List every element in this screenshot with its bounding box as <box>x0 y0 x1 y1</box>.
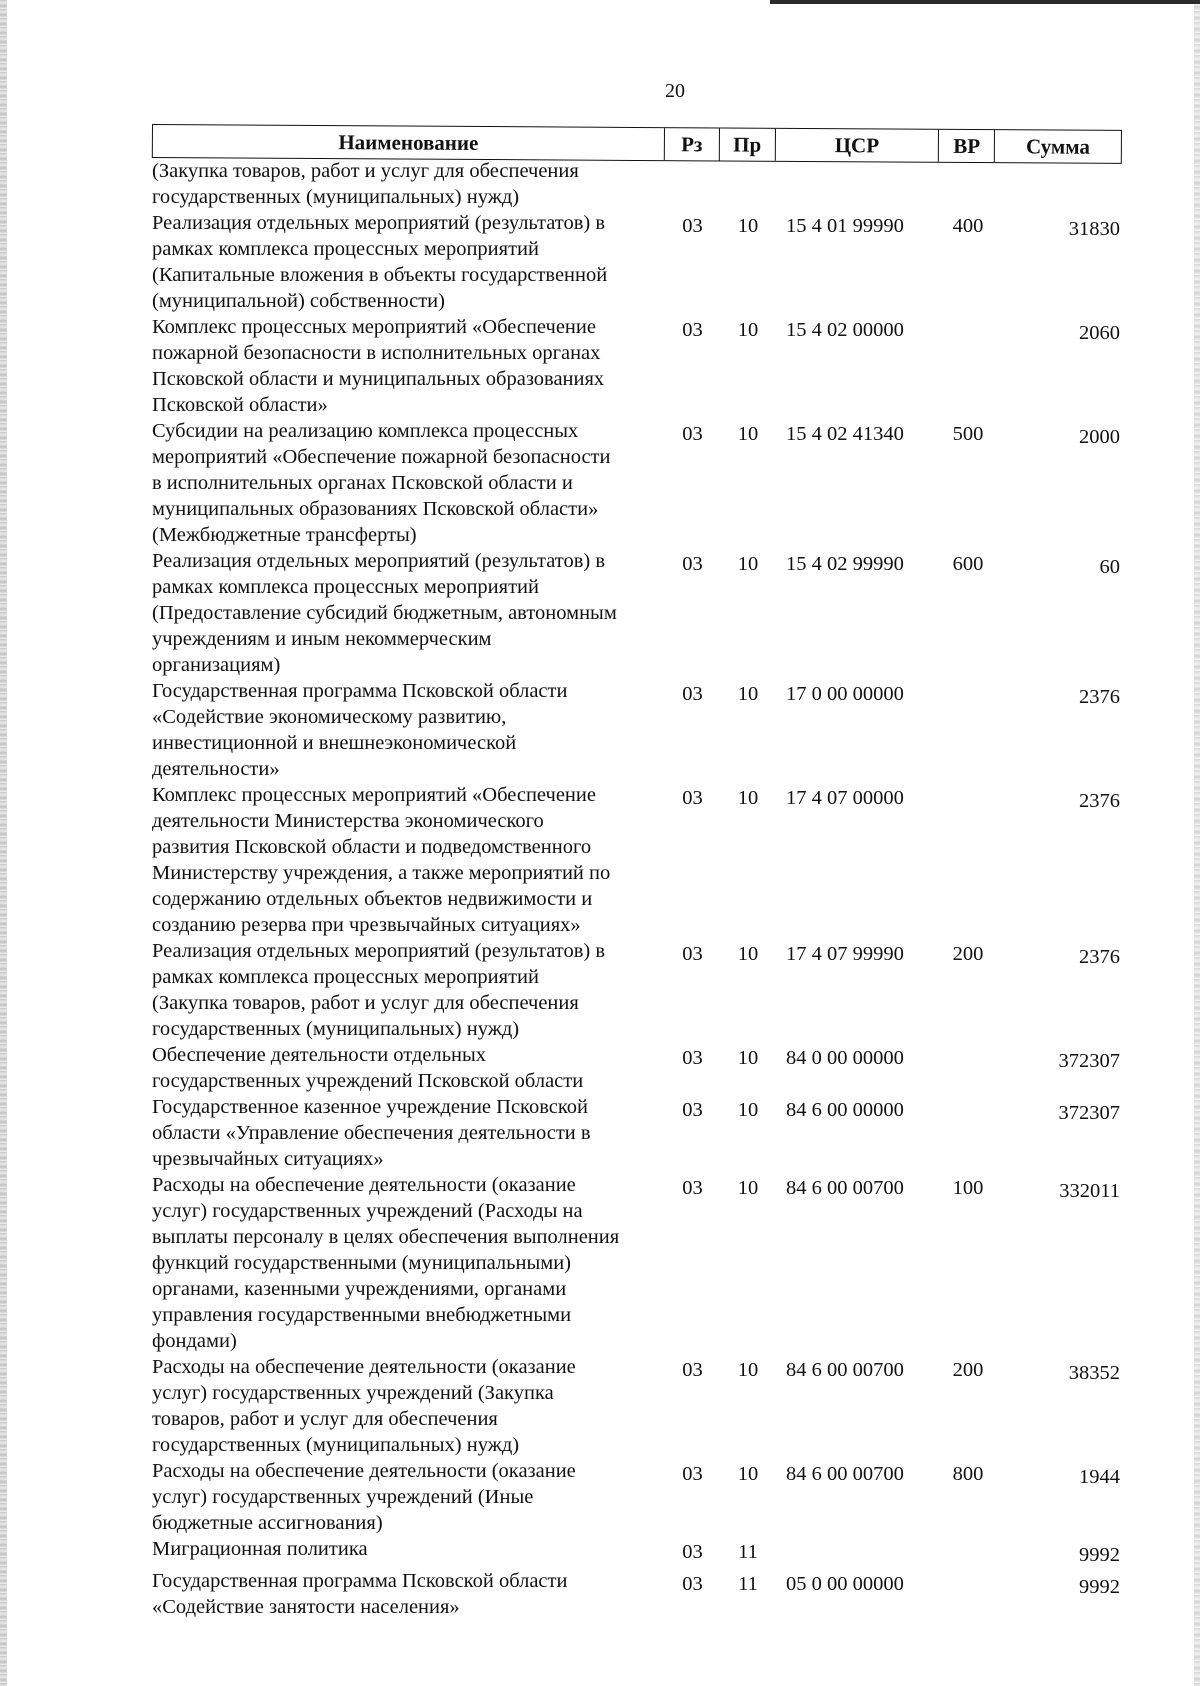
row-name-line: Псковской области и муниципальных образованиях <box>152 368 605 390</box>
row-name-line: «Содействие занятости населения» <box>152 1596 460 1618</box>
row-name-line: государственных учреждений Псковской области <box>152 1070 584 1092</box>
row-csr: 05 0 00 00000 <box>786 1573 904 1595</box>
row-name <box>152 782 665 938</box>
row-csr <box>776 1536 940 1539</box>
row-name-line: услуг) государственных учреждений (Расходы на <box>152 1200 583 1222</box>
row-sum: 38352 <box>1068 1362 1120 1384</box>
row-name-line: в исполнительных органах Псковской области и <box>152 472 573 494</box>
row-sum: 9992 <box>1079 1576 1120 1598</box>
row-csr: 15 4 01 99990 <box>786 215 904 237</box>
row-pr: 10 <box>737 1099 759 1121</box>
row-rz: 03 <box>682 683 703 705</box>
row-rz: 03 <box>682 319 703 341</box>
row-name <box>152 210 665 314</box>
table-row <box>152 210 1122 314</box>
row-csr: 15 4 02 41340 <box>786 423 904 445</box>
row-pr: 11 <box>738 1573 758 1595</box>
row-name-line: чрезвычайных ситуациях» <box>152 1148 384 1170</box>
row-name-line: Субсидии на реализацию комплекса процессных <box>152 420 579 442</box>
header-csr: ЦСР <box>776 129 940 162</box>
row-sum: 2376 <box>1079 946 1120 968</box>
row-rz: 03 <box>682 1359 703 1381</box>
row-pr: 11 <box>738 1541 758 1563</box>
row-rz: 03 <box>682 1573 703 1595</box>
row-name-line: мероприятий «Обеспечение пожарной безопасности <box>152 446 611 468</box>
row-name-line: деятельности» <box>152 758 280 780</box>
row-name <box>152 1172 665 1354</box>
row-rz: 03 <box>682 1099 703 1121</box>
table-row <box>152 782 1122 938</box>
row-name-line: Миграционная политика <box>152 1538 368 1560</box>
row-name-line: (Закупка товаров, работ и услуг для обеспечения <box>152 992 579 1014</box>
row-vr: 500 <box>952 423 984 445</box>
row-pr: 10 <box>737 943 759 965</box>
row-name <box>152 1094 665 1172</box>
row-name-line: (муниципальной) собственности) <box>152 290 445 312</box>
row-vr <box>940 314 996 317</box>
row-name-line: Комплекс процессных мероприятий «Обеспечение <box>152 784 596 806</box>
row-csr: 17 4 07 99990 <box>786 943 904 965</box>
row-name-line: Государственная программа Псковской области <box>152 1570 568 1592</box>
row-name-line: организациям) <box>152 654 281 676</box>
row-rz: 03 <box>682 215 703 237</box>
row-name-line: государственных (муниципальных) нужд) <box>152 186 520 208</box>
table-row <box>152 1042 1122 1094</box>
row-pr: 10 <box>737 319 759 341</box>
row-name <box>152 1042 665 1094</box>
row-name-line: Государственное казенное учреждение Псковской <box>152 1096 589 1118</box>
table-row <box>152 418 1122 548</box>
table-row <box>152 1536 1122 1568</box>
row-name-line: области «Управление обеспечения деятельности в <box>152 1122 591 1144</box>
row-name <box>152 548 665 678</box>
row-name-line: выплаты персоналу в целях обеспечения выполнения <box>152 1226 620 1248</box>
row-name-line: Комплекс процессных мероприятий «Обеспечение <box>152 316 596 338</box>
row-name-line: Расходы на обеспечение деятельности (оказание <box>152 1356 576 1378</box>
row-name-line: рамках комплекса процессных мероприятий <box>152 238 539 260</box>
table-row <box>152 1172 1122 1354</box>
table-header <box>152 124 1122 164</box>
row-name-line: развития Псковской области и подведомственного <box>152 836 592 858</box>
row-rz: 03 <box>682 423 703 445</box>
row-name-line: Министерству учреждения, а также мероприятий по <box>152 862 611 884</box>
row-name <box>152 158 665 210</box>
row-name-line: «Содействие экономическому развитию, <box>152 706 507 728</box>
header-vr: ВР <box>939 130 995 162</box>
header-sum: Сумма <box>1026 133 1091 159</box>
row-csr: 15 4 02 99990 <box>786 553 904 575</box>
row-name <box>152 418 665 548</box>
scan-edge-left <box>0 0 7 1686</box>
table-row <box>152 678 1122 782</box>
row-vr <box>940 1568 996 1571</box>
row-sum: 372307 <box>1058 1050 1120 1072</box>
row-sum: 2376 <box>1079 790 1120 812</box>
row-vr: 200 <box>952 943 984 965</box>
row-pr: 10 <box>737 553 759 575</box>
row-csr: 17 4 07 00000 <box>786 787 904 809</box>
row-name <box>152 938 665 1042</box>
row-csr: 84 6 00 00000 <box>786 1099 904 1121</box>
row-pr: 10 <box>737 215 759 237</box>
row-vr <box>940 1536 996 1539</box>
row-sum: 2376 <box>1079 686 1120 708</box>
row-sum: 372307 <box>1058 1102 1120 1124</box>
row-pr: 10 <box>737 1359 759 1381</box>
row-sum: 2000 <box>1079 426 1120 448</box>
budget-table <box>152 124 1122 1620</box>
row-vr: 800 <box>952 1463 984 1485</box>
row-name-line: рамках комплекса процессных мероприятий <box>152 966 539 988</box>
row-name-line: функций государственными (муниципальными) <box>152 1252 571 1274</box>
row-name-line: деятельности Министерства экономического <box>152 810 544 832</box>
row-name-line: бюджетные ассигнования) <box>152 1512 383 1534</box>
row-vr: 600 <box>952 553 984 575</box>
row-name-line: услуг) государственных учреждений (Закупка <box>152 1382 554 1404</box>
row-name <box>152 314 665 418</box>
row-name-line: рамках комплекса процессных мероприятий <box>152 576 539 598</box>
table-row <box>152 1354 1122 1458</box>
row-pr: 10 <box>737 1463 759 1485</box>
row-rz: 03 <box>682 943 703 965</box>
header-name: Наименование <box>153 125 665 160</box>
row-pr: 10 <box>737 423 759 445</box>
row-vr <box>940 782 996 785</box>
table-row <box>152 938 1122 1042</box>
table-body <box>152 158 1122 1620</box>
row-name-line: инвестиционной и внешнеэкономической <box>152 732 517 754</box>
scan-edge-right <box>1194 0 1200 1686</box>
row-name <box>152 1568 665 1620</box>
row-name <box>152 1458 665 1536</box>
row-sum: 9992 <box>1079 1544 1120 1566</box>
row-name-line: содержанию отдельных объектов недвижимости и <box>152 888 593 910</box>
row-name-line: муниципальных образованиях Псковской области» <box>152 498 599 520</box>
row-name-line: Реализация отдельных мероприятий (результатов) в <box>152 550 606 572</box>
row-vr <box>940 678 996 681</box>
row-name-line: (Межбюджетные трансферты) <box>152 524 417 546</box>
row-name-line: Государственная программа Псковской области <box>152 680 568 702</box>
table-row <box>152 314 1122 418</box>
row-name-line: государственных (муниципальных) нужд) <box>152 1018 520 1040</box>
row-vr <box>940 1042 996 1045</box>
row-name-line: Расходы на обеспечение деятельности (оказание <box>152 1174 576 1196</box>
row-name-line: пожарной безопасности в исполнительных органах <box>152 342 601 364</box>
row-name-line: государственных (муниципальных) нужд) <box>152 1434 520 1456</box>
row-sum: 31830 <box>1068 218 1120 240</box>
row-name-line: (Закупка товаров, работ и услуг для обеспечения <box>152 160 579 182</box>
table-row <box>152 1094 1122 1172</box>
row-vr: 100 <box>952 1177 984 1199</box>
row-name-line: Псковской области» <box>152 394 328 416</box>
row-name-line: Обеспечение деятельности отдельных <box>152 1044 487 1066</box>
table-row <box>152 1568 1122 1620</box>
row-rz: 03 <box>682 1541 703 1563</box>
table-row <box>152 548 1122 678</box>
row-sum: 332011 <box>1059 1180 1120 1202</box>
row-sum: 2060 <box>1079 322 1120 344</box>
row-rz: 03 <box>682 1177 703 1199</box>
row-csr: 15 4 02 00000 <box>786 319 904 341</box>
scan-edge-top <box>770 0 1200 4</box>
row-rz: 03 <box>682 1463 703 1485</box>
row-name-line: (Капитальные вложения в объекты государственной <box>152 264 608 286</box>
row-csr: 84 0 00 00000 <box>786 1047 904 1069</box>
row-pr: 10 <box>737 1177 759 1199</box>
row-name <box>152 1354 665 1458</box>
row-vr <box>940 1094 996 1097</box>
page-number: 20 <box>665 80 685 102</box>
row-name-line: созданию резерва при чрезвычайных ситуациях» <box>152 914 581 936</box>
header-rz: Рз <box>665 128 720 160</box>
row-vr: 200 <box>952 1359 984 1381</box>
header-pr: Пр <box>720 128 776 160</box>
row-name <box>152 1536 665 1562</box>
row-csr: 84 6 00 00700 <box>786 1177 904 1199</box>
table-row <box>152 1458 1122 1536</box>
row-name-line: управления государственными внебюджетными <box>152 1304 572 1326</box>
row-pr: 10 <box>737 787 759 809</box>
row-name-line: фондами) <box>152 1330 237 1352</box>
row-pr: 10 <box>737 1047 759 1069</box>
row-name-line: органами, казенными учреждениями, органами <box>152 1278 567 1300</box>
row-sum: 1944 <box>1079 1466 1120 1488</box>
row-csr: 17 0 00 00000 <box>786 683 904 705</box>
row-name-line: Реализация отдельных мероприятий (результатов) в <box>152 212 606 234</box>
row-name-line: Реализация отдельных мероприятий (результатов) в <box>152 940 606 962</box>
row-name-line: (Предоставление субсидий бюджетным, автономным <box>152 602 617 624</box>
row-vr: 400 <box>952 215 984 237</box>
row-name-line: услуг) государственных учреждений (Иные <box>152 1486 534 1508</box>
row-rz: 03 <box>682 1047 703 1069</box>
row-pr: 10 <box>737 683 759 705</box>
row-sum: 60 <box>1099 556 1120 578</box>
row-rz: 03 <box>682 553 703 575</box>
row-csr: 84 6 00 00700 <box>786 1463 904 1485</box>
row-rz: 03 <box>682 787 703 809</box>
table-row <box>152 158 1122 210</box>
row-name <box>152 678 665 782</box>
row-name-line: учреждениям и иным некоммерческим <box>152 628 492 650</box>
row-csr: 84 6 00 00700 <box>786 1359 904 1381</box>
row-name-line: товаров, работ и услуг для обеспечения <box>152 1408 498 1430</box>
row-name-line: Расходы на обеспечение деятельности (оказание <box>152 1460 576 1482</box>
